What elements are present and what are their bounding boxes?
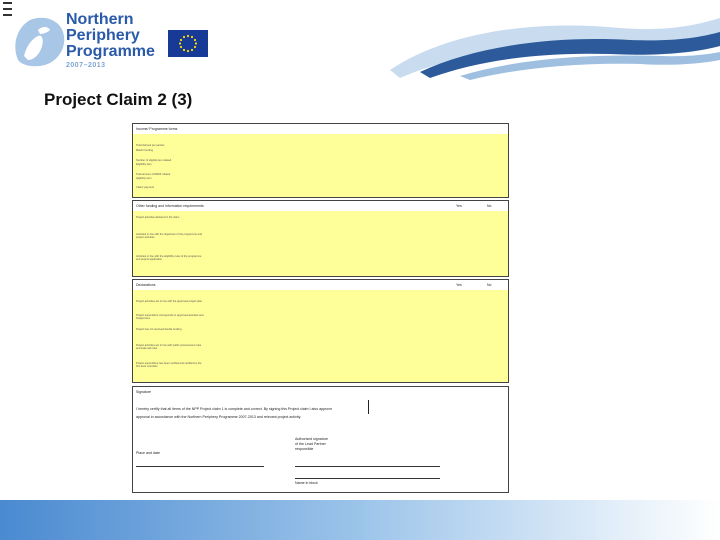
income-section-body[interactable] xyxy=(133,134,508,197)
signature-heading: Signature xyxy=(136,390,151,394)
eu-flag-icon xyxy=(168,30,208,57)
income-line: Eligibility item xyxy=(136,163,152,166)
declarations-section xyxy=(132,279,509,383)
funding-line: Activities in line with the objectives of the programme and project activities xyxy=(136,233,202,239)
no-column-label: No xyxy=(487,204,492,208)
logo-wordmark xyxy=(66,12,155,60)
name-block-line[interactable] xyxy=(295,478,440,479)
income-section-heading: Income/ Programme forms xyxy=(136,127,178,131)
other-funding-heading xyxy=(133,201,508,211)
other-funding-section xyxy=(132,200,509,277)
logo-years: 2007–2013 xyxy=(66,62,106,69)
logo-word-3: Programme xyxy=(66,43,155,60)
funding-line: Activities in line with the eligibility rules of the programme and project application xyxy=(136,255,202,261)
claim-form xyxy=(132,123,509,493)
yes-column-label: Yes xyxy=(456,283,462,287)
other-funding-title: Other funding and information requirements xyxy=(136,204,204,208)
declarations-title: Declarations xyxy=(136,283,156,287)
declaration-line: Project activities are in line with the approved project plan xyxy=(136,300,203,303)
funding-line: Project activities declared in the claim xyxy=(136,216,180,219)
header-swirl-decoration xyxy=(360,0,720,90)
page-title: Project Claim 2 (3) xyxy=(44,90,193,109)
authorised-line: of the Lead Partner xyxy=(295,442,326,446)
text-cursor xyxy=(368,400,369,414)
declaration-line: Project has not received double funding xyxy=(136,328,182,331)
declaration-line: Project expenditure has been verified and certified by the first level controller xyxy=(136,362,202,368)
declaration-text-2: approval in accordance with the Northern Periphery Programme 2007-2013 and relevant project activity. xyxy=(136,415,302,419)
yes-column-label: Yes xyxy=(456,204,462,208)
footer-gradient-band xyxy=(0,500,720,540)
authorised-line: Authorised signature xyxy=(295,437,328,441)
income-line: eligibility item xyxy=(136,177,152,180)
signature-line[interactable] xyxy=(295,466,440,467)
signature-section xyxy=(132,386,509,493)
authorised-line: responsible xyxy=(295,447,314,451)
logo-word-2: Periphery xyxy=(66,27,140,44)
name-block-label: Name in block xyxy=(295,481,318,485)
income-line: Claim/ payment xyxy=(136,186,155,189)
income-line: Number of eligible item related xyxy=(136,159,172,162)
place-date-label: Place and date xyxy=(136,451,160,455)
declarations-body[interactable] xyxy=(133,290,508,382)
declaration-line: Project expenditure corresponds to approved activities and budget lines xyxy=(136,314,204,320)
no-column-label: No xyxy=(487,283,492,287)
income-line: Total claimed per partner xyxy=(136,144,165,147)
other-funding-body[interactable] xyxy=(133,211,508,276)
declarations-heading xyxy=(133,280,508,290)
logo-word-1: Northern xyxy=(66,11,134,28)
place-date-line[interactable] xyxy=(136,466,264,467)
income-section xyxy=(132,123,509,198)
authorised-signature-label xyxy=(295,437,328,452)
declaration-text-1: I hereby certify that all items of the NPP Project claim 1 is complete and correct. By signing this Project claim I also approve xyxy=(136,407,333,411)
income-line: Match/ funding xyxy=(136,149,154,152)
header xyxy=(0,0,720,80)
declaration-line: Project activities are in line with public procurement rules and state aid rules xyxy=(136,344,202,350)
income-line: Total amount of ERDF related xyxy=(136,173,171,176)
